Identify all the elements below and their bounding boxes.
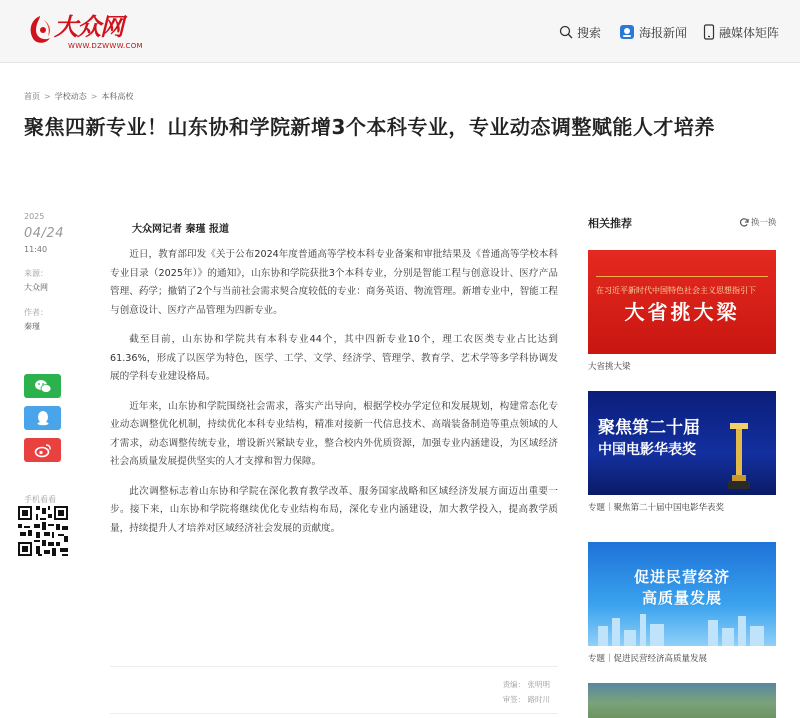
- search-icon: [559, 25, 573, 39]
- image-subheadline: 高质量发展: [641, 589, 722, 607]
- source-value: 大众网: [24, 283, 48, 292]
- site-header: [0, 0, 800, 63]
- share-weibo-button[interactable]: [24, 438, 61, 462]
- article-title: 聚焦四新专业！山东协和学院新增3个本科专业，专业动态调整赋能人才培养: [24, 115, 715, 139]
- logo-swirl-icon: [26, 14, 54, 46]
- nav-poster-news[interactable]: [619, 22, 687, 42]
- article-meta: [24, 212, 84, 332]
- related-title: 相关推荐: [588, 217, 632, 230]
- share-wechat-button[interactable]: [24, 374, 61, 398]
- article-paragraph: 近年来，山东协和学院围绕社会需求，落实产出导向，根据学校办学定位和发展规划，构建常态化专业动态调整优化机制，持续优化本科专业结构，精准对接新一代信息技术、高端装备制造等重点领域的人才需求，动态调整传统专业，增设新兴紧缺专业，整合校内外优质资源，加强专业内涵建设，为区域经济社会高质量发展提供坚实的人才支撑和智力保障。: [110, 400, 558, 467]
- article-byline: 大众网记者 秦瑾 报道: [132, 224, 229, 235]
- related-card[interactable]: [588, 391, 776, 513]
- publish-date: 04/24: [24, 226, 64, 241]
- publish-year: 2025: [24, 212, 45, 221]
- weibo-icon: [34, 443, 52, 458]
- related-card[interactable]: [588, 542, 776, 664]
- nav-search[interactable]: [559, 22, 601, 42]
- source-label: 来源：: [24, 269, 48, 278]
- nav-search-label: 搜索: [577, 25, 602, 40]
- article-paragraph: 此次调整标志着山东协和学院在深化教育教学改革、服务国家战略和区域经济发展方面迈出重要一步。接下来，山东协和学院将继续优化专业结构布局，深化专业内涵建设，加大教学投入，提高教学质量，持续提升人才培养对区域经济社会发展的贡献度。: [110, 485, 558, 534]
- wechat-icon: [34, 379, 52, 394]
- article-paragraph: 近日，教育部印发《关于公布2024年度普通高等学校本科专业备案和审批结果及《普通高等学校本科专业目录（2025年）》的通知》，山东协和学院获批3个本科专业，分别是智能工程与创意设计、医疗产品管理、药学；撤销了2个与当前社会需求契合度较低的专业：商务英语、物流管理。新增专业中，智能工程与创意设计、医疗产品管理为四新专业。: [110, 249, 558, 316]
- related-card-caption: 专题｜促进民营经济高质量发展: [588, 654, 708, 664]
- article-editors: [110, 666, 558, 707]
- share-qq-button[interactable]: [24, 406, 61, 430]
- nav-poster-label: 海报新闻: [639, 25, 688, 40]
- image-subtitle: 在习近平新时代中国特色社会主义思想指引下: [596, 286, 756, 295]
- nav-media-label: 融媒体矩阵: [719, 25, 780, 40]
- image-headline: 促进民营经济: [633, 568, 730, 586]
- reviewer-line: 审签： 路时川: [502, 695, 550, 704]
- poster-news-icon: [619, 24, 635, 40]
- related-card[interactable]: [588, 683, 776, 718]
- related-card-image: [588, 391, 776, 495]
- mobile-view-label: 手机看看: [24, 495, 56, 504]
- qq-icon: [36, 410, 50, 426]
- qr-code-icon: [16, 504, 70, 558]
- breadcrumb-home[interactable]: 首页: [24, 92, 40, 101]
- related-card-image: [588, 250, 776, 354]
- site-logo[interactable]: [26, 12, 143, 52]
- author-value: 秦瑾: [24, 322, 40, 331]
- related-card-image: [588, 683, 776, 718]
- logo-text: 大众网: [54, 12, 123, 41]
- article-paragraph: 截至目前，山东协和学院共有本科专业44个，其中四新专业10个，理工农医类专业占比达到61.36%，形成了以医学为特色，医学、工学、文学、经济学、管理学、教育学、艺术学等多学科协调发展的学科专业建设格局。: [110, 334, 558, 382]
- breadcrumb-separator: >: [44, 92, 51, 101]
- phone-icon: [703, 24, 715, 40]
- breadcrumb-undergrad[interactable]: 本科高校: [101, 92, 134, 101]
- editor-line: 责编： 张明明: [502, 680, 550, 689]
- breadcrumb-separator: >: [90, 92, 98, 101]
- publish-time: 11:40: [24, 245, 48, 254]
- divider: [110, 713, 558, 714]
- related-card-image: [588, 542, 776, 646]
- related-card[interactable]: [588, 250, 776, 372]
- decorative-line: [596, 276, 768, 277]
- refresh-icon: [740, 218, 749, 227]
- related-card-caption: 专题｜聚焦第二十届中国电影华表奖: [588, 503, 725, 513]
- refresh-label: 换一换: [751, 218, 777, 228]
- logo-url: WWW.DZWWW.COM: [68, 42, 143, 50]
- trophy-icon: [724, 421, 754, 491]
- breadcrumb-school-news[interactable]: 学校动态: [54, 92, 87, 101]
- author-label: 作者：: [24, 308, 48, 317]
- city-skyline-icon: [588, 606, 776, 646]
- image-subheadline: 中国电影华表奖: [598, 442, 696, 458]
- refresh-button[interactable]: [740, 216, 777, 228]
- image-headline: 聚焦第二十届: [598, 418, 700, 438]
- image-headline: 大省挑大梁: [624, 300, 740, 324]
- breadcrumb: [24, 91, 133, 102]
- article-body: [110, 220, 558, 538]
- related-card-caption: 大省挑大梁: [588, 362, 631, 372]
- nav-media-matrix[interactable]: [703, 22, 779, 42]
